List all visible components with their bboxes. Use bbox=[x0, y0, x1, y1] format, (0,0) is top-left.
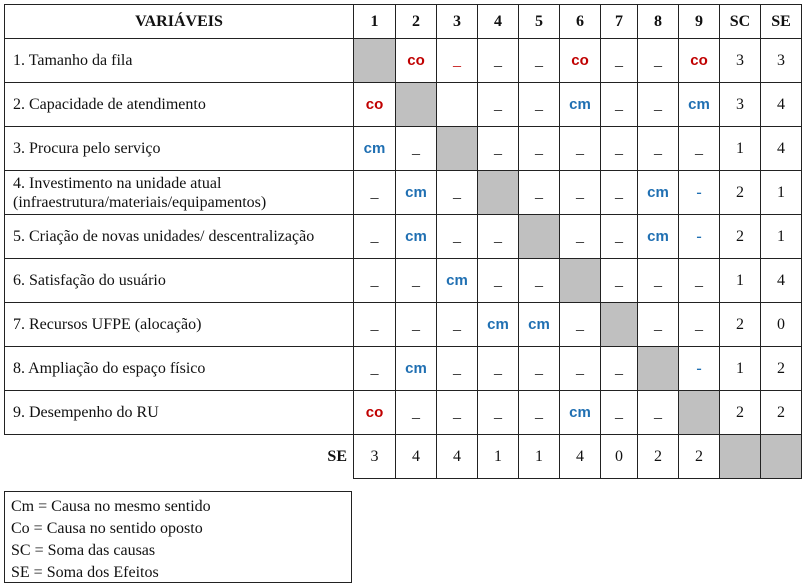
table-row bbox=[5, 303, 802, 347]
se-value: 3 bbox=[761, 39, 802, 83]
matrix-cell: _ bbox=[478, 127, 519, 171]
column-header: 7 bbox=[601, 5, 638, 39]
matrix-cell: _ bbox=[354, 171, 396, 215]
matrix-cell: cm bbox=[396, 171, 437, 215]
se-total-value: 2 bbox=[679, 435, 720, 479]
table-row bbox=[5, 347, 802, 391]
matrix-cell: _ bbox=[601, 83, 638, 127]
matrix-cell: _ bbox=[638, 39, 679, 83]
legend-item: SC = Soma das causas bbox=[11, 542, 156, 559]
diagonal-cell bbox=[354, 39, 396, 83]
column-header: 4 bbox=[478, 5, 519, 39]
diagonal-cell bbox=[478, 171, 519, 215]
header-row bbox=[5, 5, 802, 39]
sc-value: 1 bbox=[720, 259, 761, 303]
matrix-cell: _ bbox=[679, 303, 720, 347]
se-totals-row bbox=[5, 435, 802, 479]
legend-box bbox=[4, 491, 352, 583]
legend-item: SE = Soma dos Efeitos bbox=[11, 564, 159, 581]
matrix-cell: _ bbox=[638, 259, 679, 303]
variable-label: 1. Tamanho da fila bbox=[5, 39, 354, 83]
variable-label: 5. Criação de novas unidades/ descentralização bbox=[5, 215, 354, 259]
se-value: 1 bbox=[761, 171, 802, 215]
matrix-cell: _ bbox=[519, 83, 560, 127]
matrix-cell: _ bbox=[396, 391, 437, 435]
matrix-cell: cm bbox=[638, 171, 679, 215]
matrix-cell: cm bbox=[396, 215, 437, 259]
matrix-cell: _ bbox=[437, 171, 478, 215]
variable-label: 4. Investimento na unidade atual (infraestrutura/materiais/equipamentos) bbox=[5, 171, 354, 215]
matrix-cell: _ bbox=[519, 391, 560, 435]
se-total-value: 4 bbox=[560, 435, 601, 479]
legend-item: Co = Causa no sentido oposto bbox=[11, 520, 203, 537]
matrix-cell: cm bbox=[560, 391, 601, 435]
se-total-value: 1 bbox=[478, 435, 519, 479]
matrix-cell: _ bbox=[437, 347, 478, 391]
se-total-value: 2 bbox=[638, 435, 679, 479]
variable-label: 9. Desempenho do RU bbox=[5, 391, 354, 435]
variable-label: 2. Capacidade de atendimento bbox=[5, 83, 354, 127]
matrix-cell: _ bbox=[638, 83, 679, 127]
matrix-cell: co bbox=[354, 391, 396, 435]
se-total-value: 3 bbox=[354, 435, 396, 479]
se-total-value: 0 bbox=[601, 435, 638, 479]
column-header: 5 bbox=[519, 5, 560, 39]
table-row bbox=[5, 83, 802, 127]
diagonal-cell bbox=[560, 259, 601, 303]
matrix-cell: _ bbox=[478, 83, 519, 127]
sc-value: 3 bbox=[720, 83, 761, 127]
table-row bbox=[5, 259, 802, 303]
table-row bbox=[5, 39, 802, 83]
diagonal-cell bbox=[396, 83, 437, 127]
sc-value: 1 bbox=[720, 127, 761, 171]
matrix-cell: _ bbox=[601, 347, 638, 391]
matrix-cell: _ bbox=[601, 215, 638, 259]
matrix-cell: _ bbox=[560, 171, 601, 215]
column-header: 6 bbox=[560, 5, 601, 39]
matrix-cell: _ bbox=[601, 259, 638, 303]
diagonal-cell bbox=[601, 303, 638, 347]
sc-value: 2 bbox=[720, 171, 761, 215]
column-header: 9 bbox=[679, 5, 720, 39]
matrix-cell: _ bbox=[396, 127, 437, 171]
se-value: 4 bbox=[761, 83, 802, 127]
matrix-cell: _ bbox=[437, 391, 478, 435]
matrix-cell: cm bbox=[519, 303, 560, 347]
table-row bbox=[5, 391, 802, 435]
table-row bbox=[5, 127, 802, 171]
diagonal-cell bbox=[638, 347, 679, 391]
matrix-cell: _ bbox=[601, 171, 638, 215]
variable-label: 7. Recursos UFPE (alocação) bbox=[5, 303, 354, 347]
matrix-cell: _ bbox=[679, 259, 720, 303]
matrix-cell: cm bbox=[354, 127, 396, 171]
matrix-cell: - bbox=[679, 347, 720, 391]
se-total-value: 1 bbox=[519, 435, 560, 479]
se-value: 4 bbox=[761, 259, 802, 303]
matrix-cell: _ bbox=[560, 347, 601, 391]
matrix-cell bbox=[437, 83, 478, 127]
matrix-cell: cm bbox=[478, 303, 519, 347]
variable-label: 8. Ampliação do espaço físico bbox=[5, 347, 354, 391]
se-total-value: 4 bbox=[396, 435, 437, 479]
matrix-cell: _ bbox=[396, 303, 437, 347]
matrix-cell: cm bbox=[396, 347, 437, 391]
matrix-cell: co bbox=[560, 39, 601, 83]
se-header: SE bbox=[761, 5, 802, 39]
se-totals-label: SE bbox=[327, 447, 347, 465]
matrix-cell: _ bbox=[478, 259, 519, 303]
matrix-cell: _ bbox=[478, 215, 519, 259]
sc-value: 1 bbox=[720, 347, 761, 391]
diagonal-cell bbox=[437, 127, 478, 171]
matrix-cell: _ bbox=[478, 39, 519, 83]
matrix-cell: _ bbox=[560, 215, 601, 259]
se-value: 1 bbox=[761, 215, 802, 259]
se-value: 4 bbox=[761, 127, 802, 171]
column-header: 8 bbox=[638, 5, 679, 39]
diagonal-cell bbox=[519, 215, 560, 259]
matrix-cell: _ bbox=[638, 127, 679, 171]
matrix-cell: _ bbox=[437, 215, 478, 259]
matrix-cell: _ bbox=[354, 347, 396, 391]
matrix-cell: cm bbox=[679, 83, 720, 127]
sc-value: 2 bbox=[720, 215, 761, 259]
matrix-cell: _ bbox=[519, 39, 560, 83]
column-header: 1 bbox=[354, 5, 396, 39]
matrix-cell: _ bbox=[679, 127, 720, 171]
matrix-cell: _ bbox=[638, 303, 679, 347]
se-value: 0 bbox=[761, 303, 802, 347]
column-header: 3 bbox=[437, 5, 478, 39]
legend-item: Cm = Causa no mesmo sentido bbox=[11, 498, 211, 515]
variable-label: 6. Satisfação do usuário bbox=[5, 259, 354, 303]
matrix-cell: _ bbox=[519, 347, 560, 391]
matrix-cell: _ bbox=[519, 127, 560, 171]
matrix-cell: - bbox=[679, 215, 720, 259]
matrix-cell: _ bbox=[437, 39, 478, 83]
diagonal-cell bbox=[679, 391, 720, 435]
matrix-cell: _ bbox=[601, 39, 638, 83]
matrix-cell: _ bbox=[354, 215, 396, 259]
matrix-cell: - bbox=[679, 171, 720, 215]
sc-value: 2 bbox=[720, 303, 761, 347]
matrix-cell: _ bbox=[519, 171, 560, 215]
table-row bbox=[5, 171, 802, 215]
sc-value: 3 bbox=[720, 39, 761, 83]
se-value: 2 bbox=[761, 347, 802, 391]
matrix-cell: _ bbox=[478, 347, 519, 391]
matrix-cell: _ bbox=[560, 127, 601, 171]
sc-header: SC bbox=[720, 5, 761, 39]
matrix-cell: cm bbox=[638, 215, 679, 259]
matrix-cell: _ bbox=[437, 303, 478, 347]
sc-total-shade bbox=[720, 435, 761, 479]
variables-header: VARIÁVEIS bbox=[5, 5, 354, 39]
matrix-cell: _ bbox=[560, 303, 601, 347]
column-header: 2 bbox=[396, 5, 437, 39]
sc-value: 2 bbox=[720, 391, 761, 435]
matrix-cell: _ bbox=[354, 303, 396, 347]
matrix-cell: co bbox=[679, 39, 720, 83]
table-row bbox=[5, 215, 802, 259]
matrix-cell: _ bbox=[519, 259, 560, 303]
matrix-cell: _ bbox=[396, 259, 437, 303]
matrix-cell: _ bbox=[638, 391, 679, 435]
matrix-cell: co bbox=[354, 83, 396, 127]
matrix-cell: _ bbox=[354, 259, 396, 303]
matrix-cell: cm bbox=[560, 83, 601, 127]
variable-label: 3. Procura pelo serviço bbox=[5, 127, 354, 171]
matrix-cell: _ bbox=[601, 127, 638, 171]
se-total-shade bbox=[761, 435, 802, 479]
matrix-cell: _ bbox=[478, 391, 519, 435]
cross-impact-matrix bbox=[4, 4, 802, 479]
se-total-value: 4 bbox=[437, 435, 478, 479]
matrix-cell: co bbox=[396, 39, 437, 83]
matrix-cell: _ bbox=[601, 391, 638, 435]
se-value: 2 bbox=[761, 391, 802, 435]
matrix-cell: cm bbox=[437, 259, 478, 303]
